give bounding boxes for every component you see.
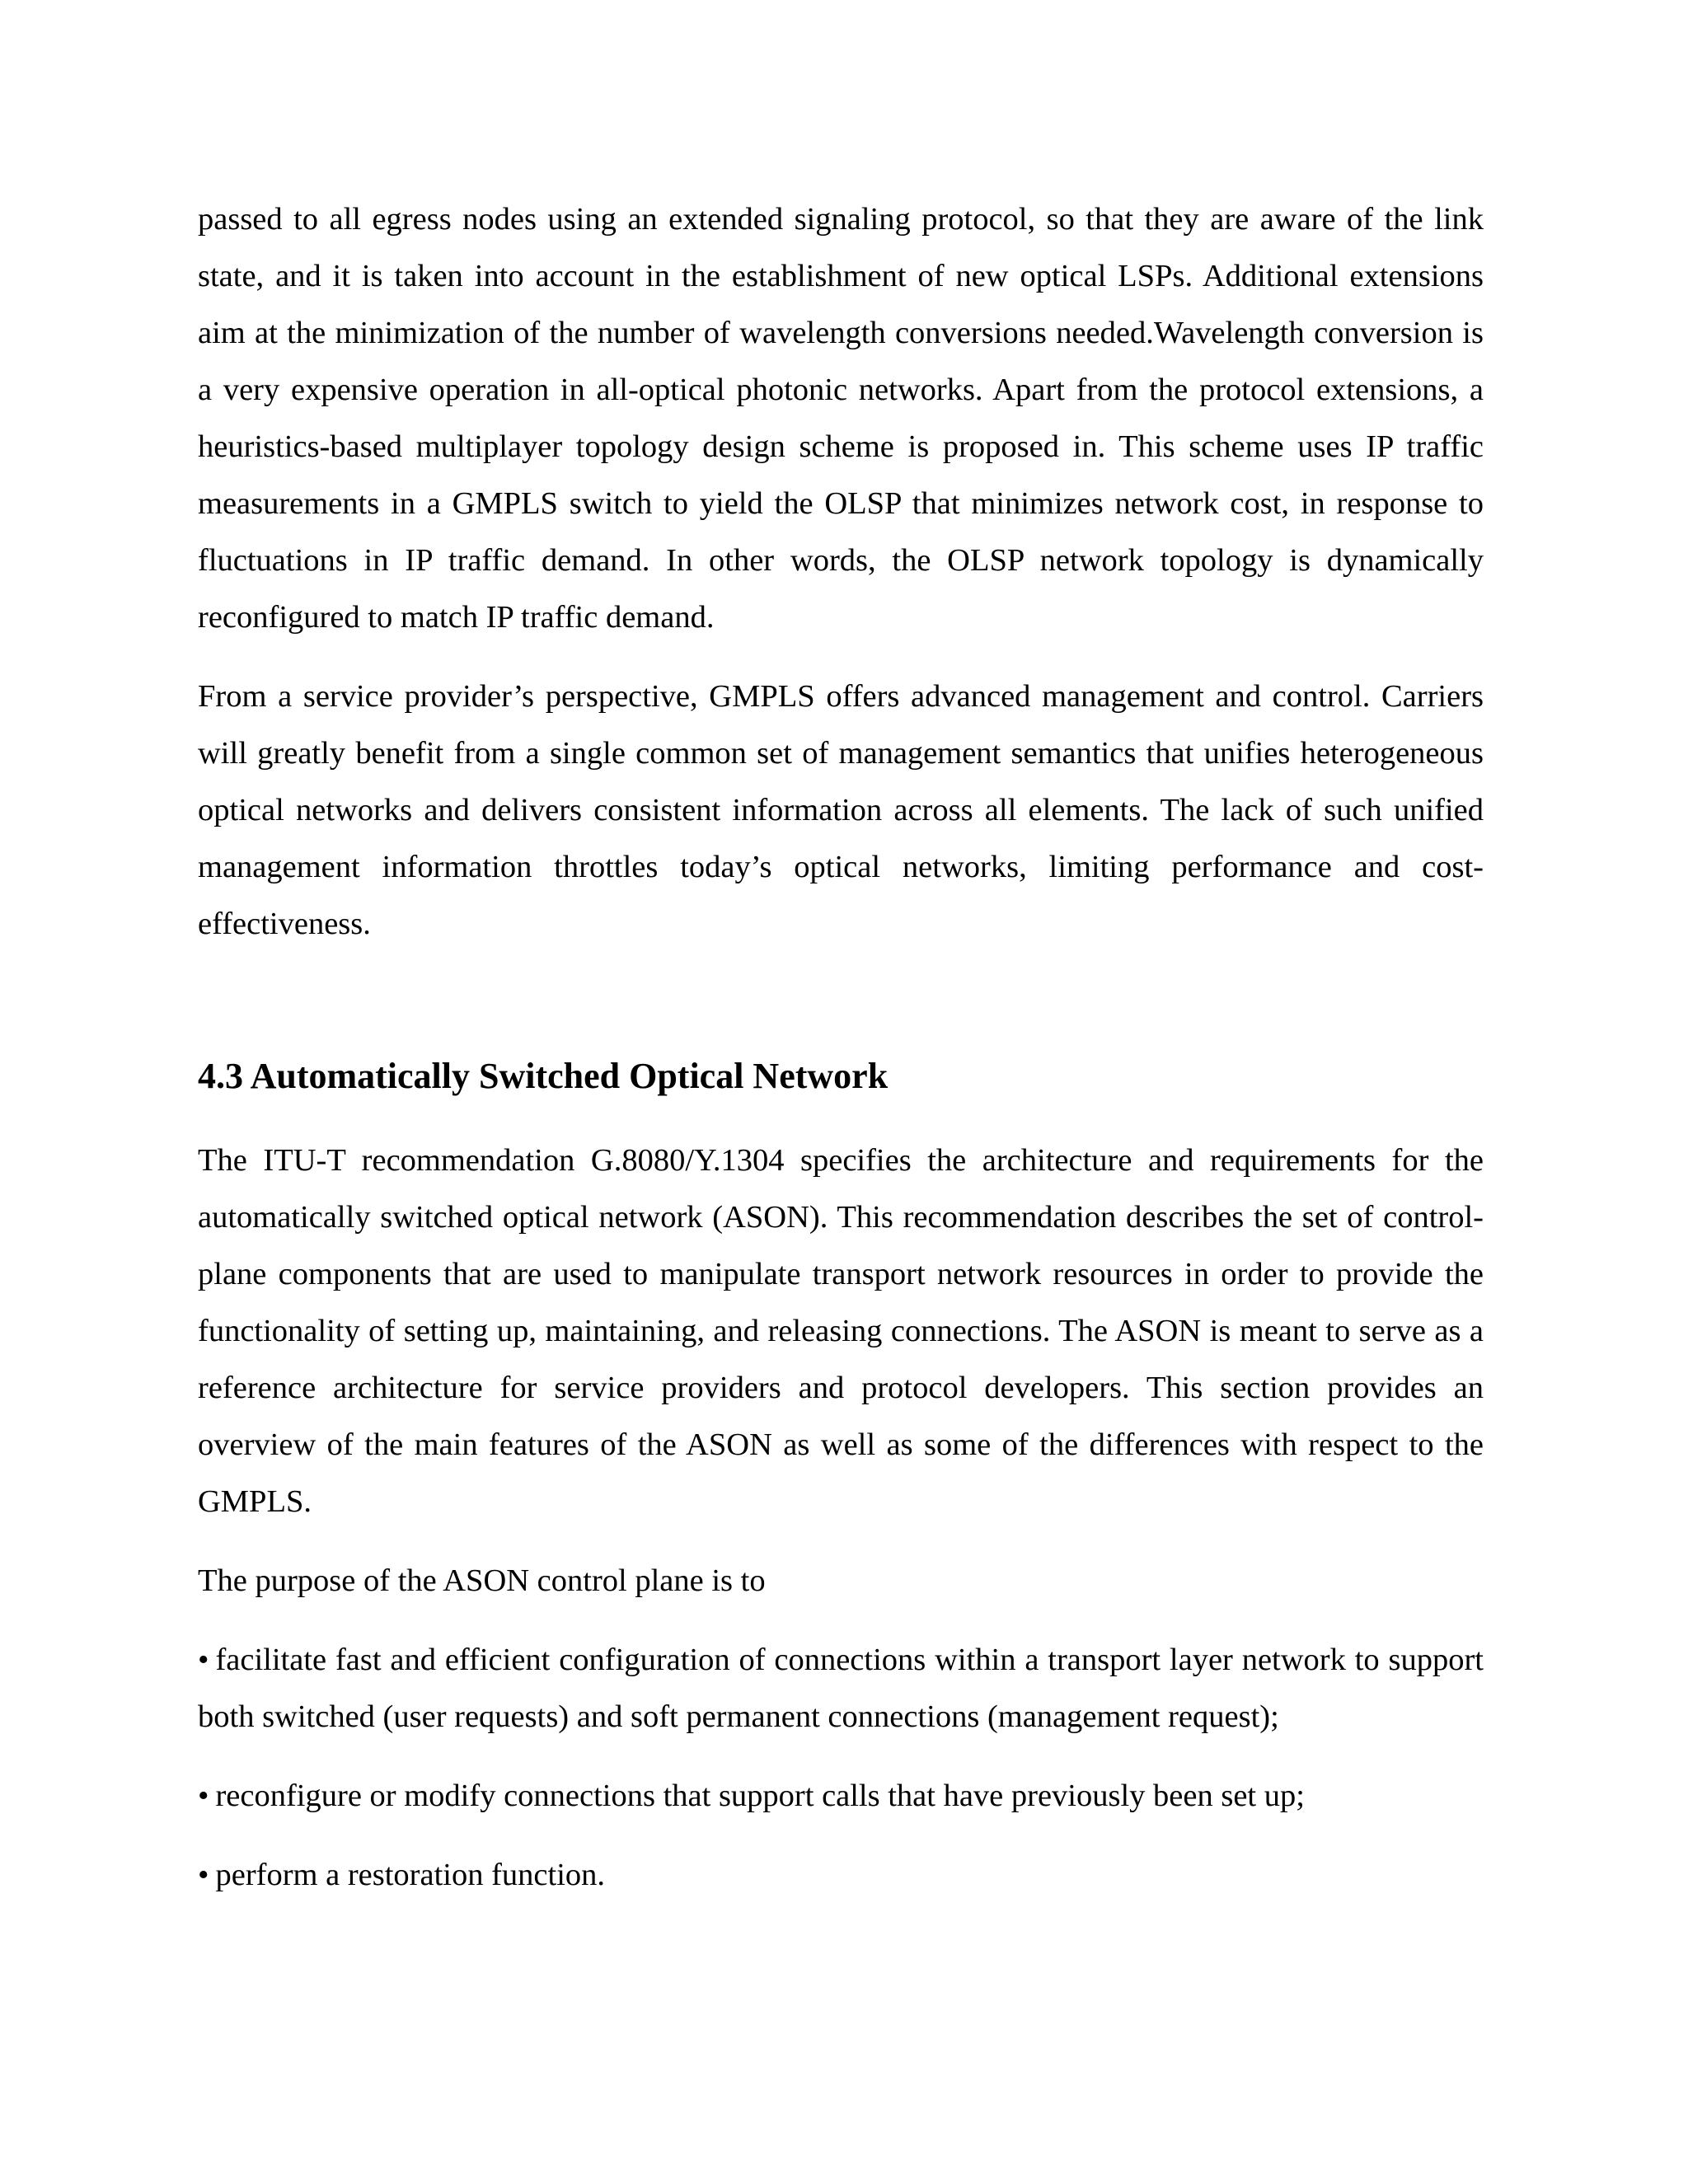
bullet-text: perform a restoration function.: [215, 1858, 606, 1892]
paragraph-purpose: The purpose of the ASON control plane is to: [198, 1563, 766, 1598]
paragraph-link-state: passed to all egress nodes using an extended signaling protocol, so that they are aware of the link state, and it is taken into account in the establishment of new optical LSPs. Additional extensions aim at the minimization of the number of wavelength conversions needed.Wavelength conversion is a very expensive operation in all-optical photonic networks. Apart from the protocol extensions, a heuristics-based multiplayer topology design scheme is proposed in. This scheme uses IP traffic measurements in a GMPLS switch to yield the OLSP that minimizes network cost, in response to fluctuations in IP traffic demand. In other words, the OLSP network topology is dynamically reconfigured to match IP traffic demand.: [198, 202, 1484, 635]
bullet-item: [198, 1768, 1484, 1825]
bullet-text: facilitate fast and efficient configuration of connections within a transport layer network to support both switched (user requests) and soft permanent connections (management request);: [198, 1643, 1484, 1734]
section-heading: 4.3 Automatically Switched Optical Network: [198, 1056, 889, 1096]
document-page: [198, 191, 1484, 1904]
bullet-item: [198, 1632, 1484, 1746]
bullet-mark: •: [198, 1779, 209, 1813]
paragraph-itu-recommendation: The ITU-T recommendation G.8080/Y.1304 specifies the architecture and requirements for the automatically switched optical network (ASON). This recommendation describes the set of control-plane components that are used to manipulate transport network resources in order to provide the functionality of setting up, maintaining, and releasing connections. The ASON is meant to serve as a reference architecture for service providers and protocol developers. This section provides an overview of the main features of the ASON as well as some of the differences with respect to the GMPLS.: [198, 1143, 1484, 1519]
bullet-item: [198, 1847, 1484, 1904]
bullet-mark: •: [198, 1643, 209, 1677]
bullet-mark: •: [198, 1858, 209, 1892]
paragraph-service-provider: From a service provider’s perspective, GMPLS offers advanced management and control. Carriers will greatly benefit from a single common set of management semantics that unifies heterogeneous optical networks and delivers consistent information across all elements. The lack of such unified management information throttles today’s optical networks, limiting performance and cost-effectiveness.: [198, 679, 1484, 941]
bullet-text: reconfigure or modify connections that support calls that have previously been set up;: [215, 1779, 1305, 1813]
